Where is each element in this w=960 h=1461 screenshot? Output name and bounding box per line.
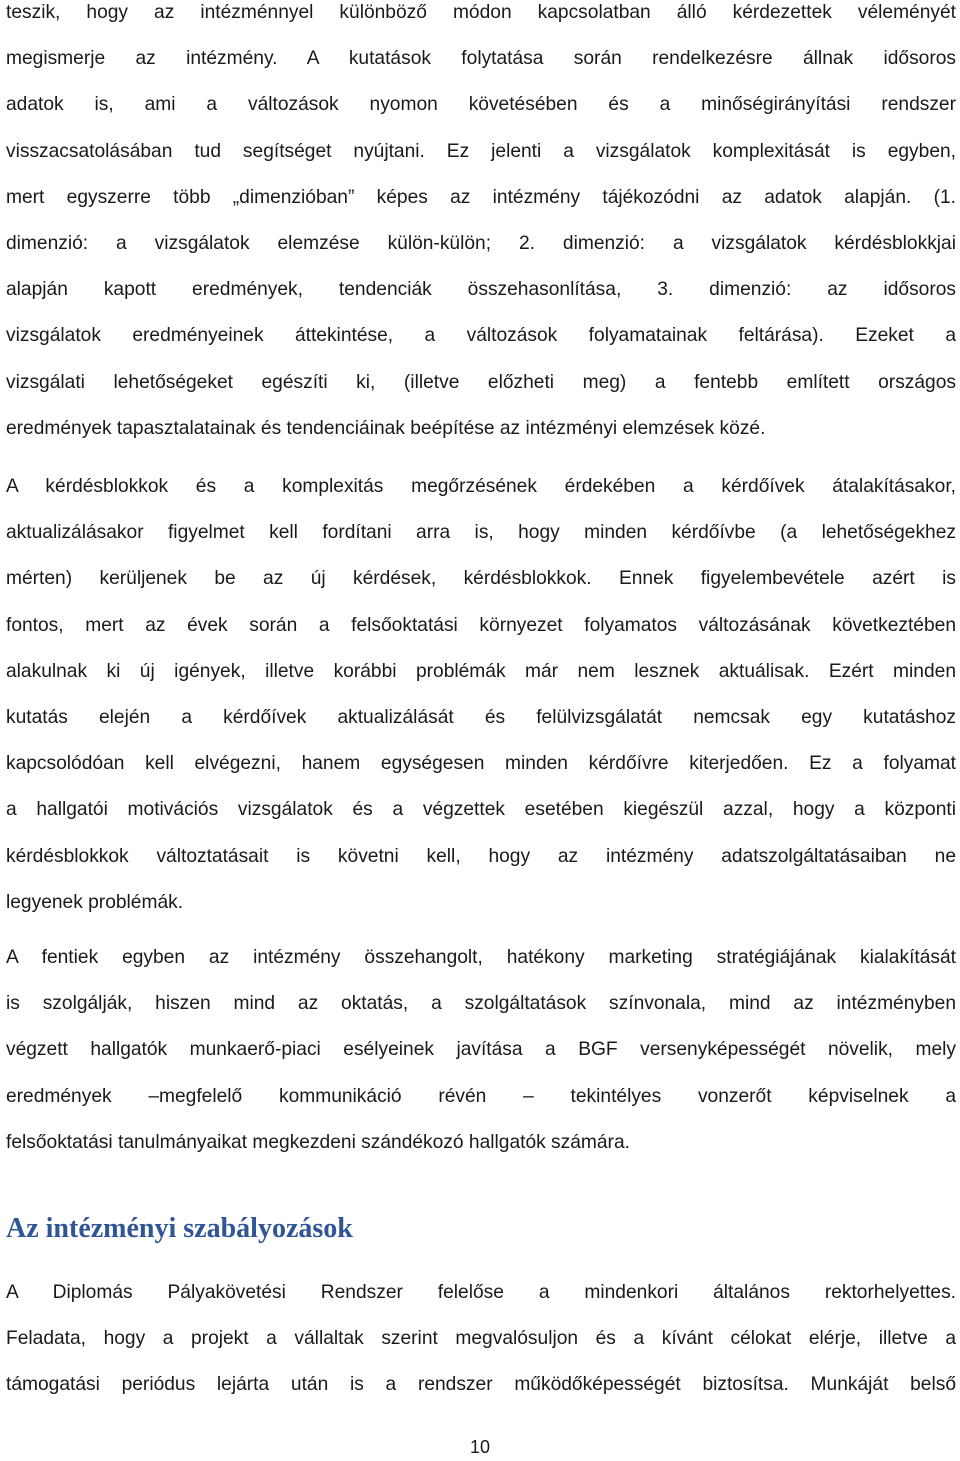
text-line: vizsgálatok eredményeinek áttekintése, a változások folyamatainak feltárása). Ezeket a bbox=[6, 325, 956, 347]
text-line: megismerje az intézmény. A kutatások folytatása során rendelkezésre állnak idősoros bbox=[6, 48, 956, 70]
text-line: teszik, hogy az intézménnyel különböző módon kapcsolatban álló kérdezettek véleményét bbox=[6, 2, 956, 23]
text-line: mérten) kerüljenek be az új kérdések, kérdésblokkok. Ennek figyelembevétele azért is bbox=[6, 568, 956, 590]
text-line: A kérdésblokkok és a komplexitás megőrzésének érdekében a kérdőívek átalakításakor, bbox=[6, 476, 956, 497]
text-line: vizsgálati lehetőségeket egészíti ki, (illetve előzheti meg) a fentebb említett országos bbox=[6, 371, 956, 393]
text-line: A fentiek egyben az intézmény összehangolt, hatékony marketing stratégiájának kialakítását bbox=[6, 947, 956, 968]
text-line: kapcsolódóan kell elvégezni, hanem egységesen minden kérdőívre kiterjedően. Ez a folyamat bbox=[6, 753, 956, 775]
text-line: A Diplomás Pályakövetési Rendszer felelőse a mindenkori általános rektorhelyettes. bbox=[6, 1282, 956, 1303]
text-line: végzett hallgatók munkaerő-piaci esélyeinek javítása a BGF versenyképességét növelik, mely bbox=[6, 1039, 956, 1061]
paragraph-question-blocks bbox=[6, 464, 956, 926]
text-line: a hallgatói motivációs vizsgálatok és a végzettek esetében kiegészül azzal, hogy a központi bbox=[6, 799, 956, 821]
text-line: alakulnak ki új igények, illetve korábbi problémák már nem lesznek aktuálisak. Ezért minden bbox=[6, 660, 956, 682]
text-line: aktualizálásakor figyelmet kell fordítani arra is, hogy minden kérdőívbe (a lehetőségekhez bbox=[6, 522, 956, 544]
paragraph-marketing-strategy bbox=[6, 935, 956, 1166]
page-number: 10 bbox=[469, 1437, 491, 1457]
text-line: adatok is, ami a változások nyomon követésében és a minőségirányítási rendszer bbox=[6, 94, 956, 116]
paragraph-research-dimensions bbox=[6, 0, 956, 452]
text-line: visszacsatolásában tud segítséget nyújtani. Ez jelenti a vizsgálatok komplexitását is egyben, bbox=[6, 140, 956, 162]
text-line: eredmények –megfelelő kommunikáció révén – tekintélyes vonzerőt képviselnek a bbox=[6, 1085, 956, 1107]
text-line: is szolgálják, hiszen mind az oktatás, a szolgáltatások színvonala, mind az intézményben bbox=[6, 993, 956, 1015]
text-line: fontos, mert az évek során a felsőoktatási környezet folyamatos változásának következtében bbox=[6, 614, 956, 636]
text-line: Feladata, hogy a projekt a vállaltak szerint megvalósuljon és a kívánt célokat elérje, illetve a bbox=[6, 1328, 956, 1350]
text-line: eredmények tapasztalatainak és tendenciáinak beépítése az intézményi elemzések közé. bbox=[6, 417, 766, 439]
paragraph-responsible-person bbox=[6, 1270, 956, 1409]
text-line: alapján kapott eredmények, tendenciák összehasonlítása, 3. dimenzió: az idősoros bbox=[6, 279, 956, 301]
text-line: kutatás elején a kérdőívek aktualizálását és felülvizsgálatát nemcsak egy kutatáshoz bbox=[6, 707, 956, 729]
text-line: mert egyszerre több „dimenzióban” képes az intézmény tájékozódni az adatok alapján. (1. bbox=[6, 186, 956, 208]
text-line: támogatási periódus lejárta után is a rendszer működőképességét biztosítsa. Munkáját belső bbox=[6, 1374, 956, 1396]
text-line: kérdésblokkok változtatásait is követni kell, hogy az intézmény adatszolgáltatásaiban ne bbox=[6, 845, 956, 867]
section-heading: Az intézményi szabályozások bbox=[6, 1213, 353, 1244]
text-line: legyenek problémák. bbox=[6, 891, 184, 913]
text-line: felsőoktatási tanulmányaikat megkezdeni szándékozó hallgatók számára. bbox=[6, 1131, 630, 1153]
text-line: dimenzió: a vizsgálatok elemzése külön-külön; 2. dimenzió: a vizsgálatok kérdésblokkjai bbox=[6, 233, 956, 255]
